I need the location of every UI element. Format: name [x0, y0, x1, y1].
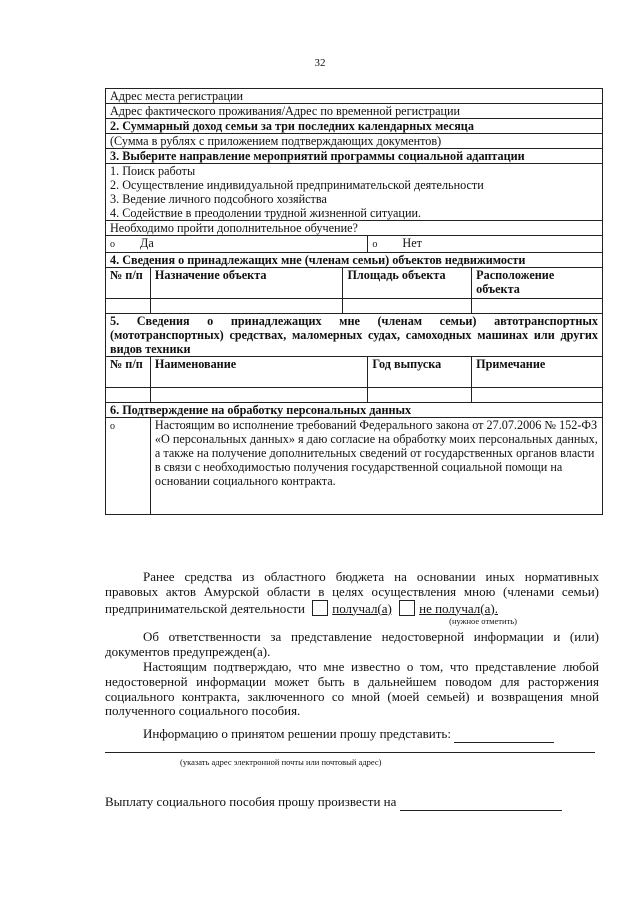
option-difficult-situation[interactable]: 4. Содействие в преодолении трудной жизненной ситуации.	[110, 206, 422, 220]
section-6-title: 6. Подтверждение на обработку персональных данных	[106, 403, 603, 418]
real-estate-cell[interactable]	[472, 299, 603, 314]
vehicles-cell[interactable]	[472, 388, 603, 403]
responsibility-paragraph: Об ответственности за представление недостоверной информации и (или) документов предупрежден(а).	[105, 629, 599, 659]
payment-label: Выплату социального пособия прошу произвести на	[105, 794, 397, 809]
vehicles-col-number: № п/п	[106, 357, 151, 388]
decision-info-row	[105, 727, 599, 743]
vehicles-col-note: Примечание	[472, 357, 603, 388]
no-radio-marker[interactable]: o	[372, 239, 378, 250]
vehicles-col-name: Наименование	[150, 357, 367, 388]
not-received-checkbox[interactable]	[399, 600, 415, 616]
confirmation-paragraph: Настоящим подтверждаю, что мне известно о том, что представление любой недостоверной информации может быть в дальнейшем поводом для расторжения социального контракта, заключенного со мной (моей семьей) и возвращения мной полученного социального пособия.	[105, 659, 599, 719]
not-received-label: не получал(а).	[419, 600, 498, 616]
real-estate-col-area: Площадь объекта	[343, 268, 472, 299]
contact-address-note: (указать адрес электронной почты или почтовый адрес)	[180, 757, 382, 767]
contact-address-line[interactable]	[105, 752, 595, 753]
adaptation-options-list	[106, 164, 603, 221]
consent-checkbox-cell[interactable]	[106, 418, 151, 515]
section-2-title: 2. Суммарный доход семьи за три последних календарных месяца	[106, 119, 603, 134]
address-actual-field[interactable]: Адрес фактического проживания/Адрес по временной регистрации	[106, 104, 603, 119]
vehicles-cell[interactable]	[150, 388, 367, 403]
consent-marker[interactable]: o	[110, 421, 115, 432]
option-household-farming[interactable]: 3. Ведение личного подсобного хозяйства	[110, 192, 327, 206]
payment-row	[105, 795, 599, 811]
payment-destination-field[interactable]	[400, 795, 562, 811]
real-estate-col-location: Расположение объекта	[472, 268, 603, 299]
decision-info-label: Информацию о принятом решении прошу представить:	[143, 726, 451, 741]
section-4-title: 4. Сведения о принадлежащих мне (членам семьи) объектов недвижимости	[106, 253, 603, 268]
vehicles-cell[interactable]	[368, 388, 472, 403]
vehicles-cell[interactable]	[106, 388, 151, 403]
page-number: 32	[314, 57, 326, 69]
section-3-title: 3. Выберите направление мероприятий программы социальной адаптации	[106, 149, 603, 164]
prior-funds-text: Ранее средства из областного бюджета на основании иных нормативных правовых актов Амурской области в целях осуществления мною (членами семьи) предпринимательской деятельности	[105, 569, 599, 616]
no-label: Нет	[402, 236, 422, 250]
real-estate-col-purpose: Назначение объекта	[150, 268, 343, 299]
section-5-title: 5. Сведения о принадлежащих мне (членам семьи) автотранспортных (мототранспортных) средствах, маломерных судах, самоходных машинах или других видов техники	[106, 314, 603, 357]
received-label: получал(а)	[332, 600, 392, 616]
real-estate-cell[interactable]	[106, 299, 151, 314]
vehicles-col-year: Год выпуска	[368, 357, 472, 388]
decision-info-field[interactable]	[454, 727, 554, 743]
address-registration-field[interactable]: Адрес места регистрации	[106, 89, 603, 104]
declaration-paragraph-1	[105, 570, 599, 626]
yes-radio-marker[interactable]: o	[110, 239, 115, 250]
income-amount-field[interactable]: (Сумма в рублях с приложением подтверждающих документов)	[106, 134, 603, 149]
real-estate-cell[interactable]	[343, 299, 472, 314]
real-estate-cell[interactable]	[150, 299, 343, 314]
consent-text: Настоящим во исполнение требований Федерального закона от 27.07.2006 № 152-ФЗ «О персональных данных» я даю согласие на обработку моих персональных данных, а также на получение дополнительных сведений от государственных органов власти в связи с необходимостью получения государственной социальной помощи на основании социального контракта.	[150, 418, 602, 515]
real-estate-col-number: № п/п	[106, 268, 151, 299]
option-entrepreneurship[interactable]: 2. Осуществление индивидуальной предпринимательской деятельности	[110, 178, 484, 192]
training-question: Необходимо пройти дополнительное обучение?	[106, 221, 603, 236]
training-yes-option[interactable]	[106, 236, 368, 253]
option-job-search[interactable]: 1. Поиск работы	[110, 164, 196, 178]
application-form-table	[105, 88, 603, 515]
yes-label: Да	[140, 236, 154, 250]
received-checkbox[interactable]	[312, 600, 328, 616]
training-no-option[interactable]	[368, 236, 603, 253]
note-mark: (нужное отметить)	[449, 616, 517, 627]
